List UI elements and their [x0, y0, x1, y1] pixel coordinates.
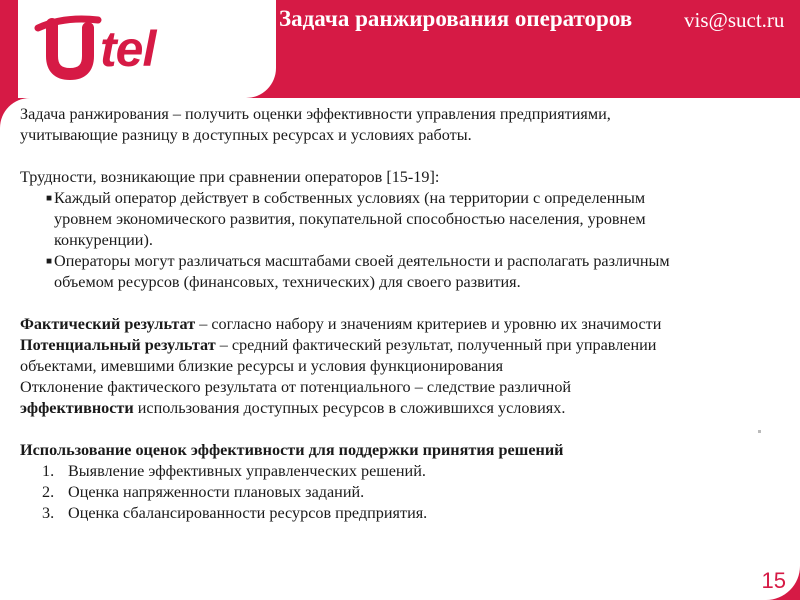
deviation-line-1: Отклонение фактического результата от потенциального – следствие различной [20, 378, 572, 396]
bullet-item: ■ Каждый оператор действует в собственных условиях (на территории с определенным уровнем экономического развития, покупательной способностью населения, уровнем конкуренции). [46, 189, 646, 249]
list-item: 3. Оценка сбалансированности ресурсов предприятия. [42, 504, 428, 522]
slide-number: 15 [761, 568, 786, 593]
email-text: vis@suct.ru [684, 8, 785, 32]
logo-text: tel [100, 21, 156, 77]
potential-result-cont: объектами, имевшими близкие ресурсы и условия функционирования [20, 357, 504, 375]
list-item: 1. Выявление эффективных управленческих решений. [42, 462, 426, 480]
page-title: Задача ранжирования операторов [279, 6, 633, 31]
list-item: 2. Оценка напряженности плановых заданий. [42, 483, 365, 501]
deviation-line-2: эффективности использования доступных ресурсов в сложившихся условиях. [20, 399, 566, 417]
difficulties-heading: Трудности, возникающие при сравнении операторов [15-19]: [20, 168, 440, 186]
actual-result: Фактический результат – согласно набору и значениям критериев и уровню их значимости [20, 315, 662, 333]
usage-heading: Использование оценок эффективности для поддержки принятия решений [20, 441, 564, 459]
slide-body [20, 104, 780, 524]
potential-result: Потенциальный результат – средний фактический результат, полученный при управлении [20, 336, 657, 354]
intro-line-1: Задача ранжирования – получить оценки эффективности управления предприятиями, [20, 105, 611, 123]
intro-line-2: учитывающие разницу в доступных ресурсах и условиях работы. [20, 126, 472, 144]
logo [18, 0, 276, 98]
bullet-item: ■ Операторы могут различаться масштабами своей деятельности и располагать различным объемом ресурсов (финансовых, технических) для своего развития. [46, 252, 670, 291]
bullet-square-icon: ■ [46, 256, 53, 267]
bullet-square-icon: ■ [46, 193, 53, 204]
logo-u-icon [34, 14, 104, 86]
